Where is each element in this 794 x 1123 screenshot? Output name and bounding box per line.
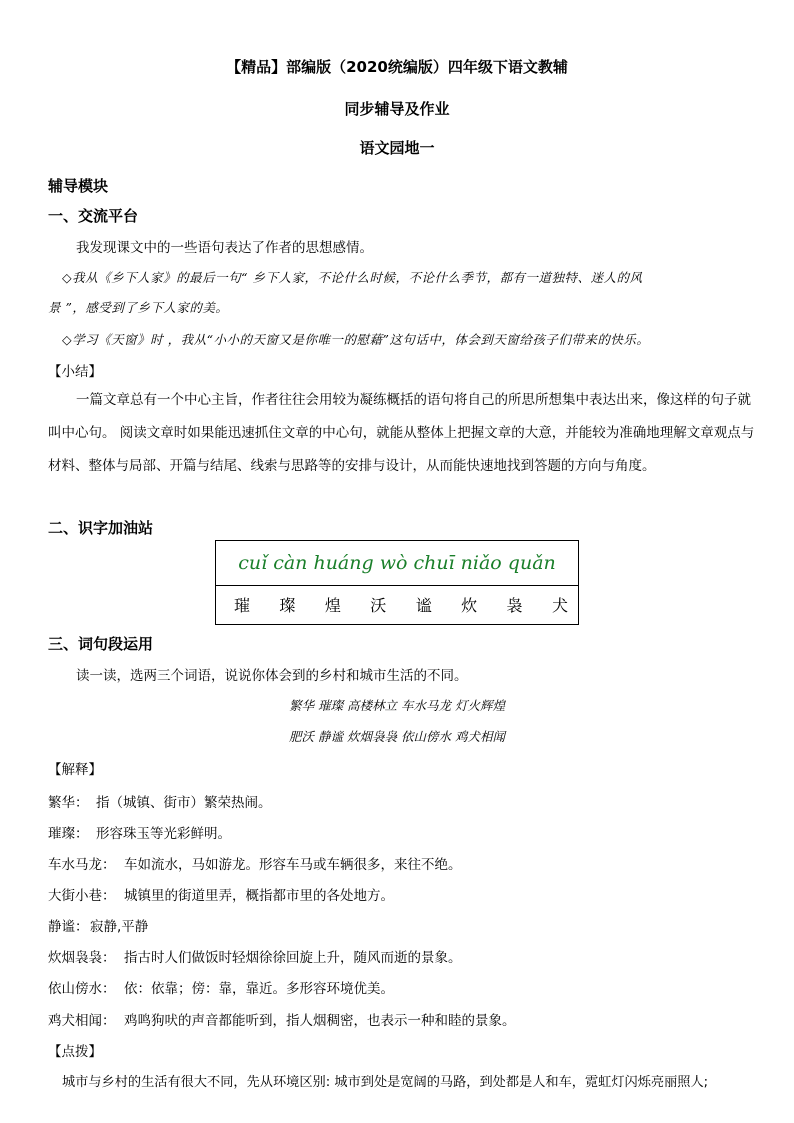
- definition-text: 指古时人们做饭时轻烟徐徐回旋上升，随风而逝的景象。: [124, 950, 462, 966]
- definition-text: 指（城镇、街市）繁荣热闹。: [96, 795, 272, 811]
- definition-term: 繁华：: [48, 795, 89, 811]
- definition-item: [48, 977, 394, 997]
- summary-paragraph: 一篇文章总有一个中心主旨，作者往往会用较为凝练概括的语句将自己的所思所想集中表达出来，像这样的句子就叫中心句。 阅读文章时如果能迅速抓住文章的中心句，就能从整体上把握文章的大意，并能较为准确地理解文章观点与材料、整体与局部、开篇与结尾、线索与思路等的安排与设计，从而能快速地找到答题的方向与角度。: [48, 392, 755, 474]
- tip-text: 城市与乡村的生活有很大不同，先从环境区别: 城市到处是宽阔的马路，到处都是人和车，霓虹灯闪烁亮丽照人;: [62, 1075, 709, 1090]
- definition-term: 璀璨：: [48, 826, 89, 842]
- unit-title: 语文园地一: [359, 139, 435, 157]
- section3-heading: 三、词句段运用: [48, 635, 154, 653]
- word-list-line1: 繁华 璀璨 高楼林立 车水马龙 灯火辉煌: [289, 698, 505, 713]
- definition-item: [48, 915, 148, 935]
- definition-text: 寂静,平静: [90, 919, 149, 935]
- char-wo: 沃: [370, 596, 387, 616]
- definition-term: 鸡犬相闻：: [48, 1013, 116, 1029]
- section1-bullet2: ◇学习《天窗》时 ，我从“小小的天窗又是你唯一的慰藉”这句话中，体会到天窗给孩子们带来的快乐。: [62, 332, 650, 347]
- definition-term: 依山傍水：: [48, 981, 116, 997]
- char-quan: 犬: [551, 596, 568, 616]
- definition-item: [48, 946, 462, 966]
- definition-item: [48, 853, 462, 873]
- section1-bullet1-line1: ◇我从《乡下人家》的最后一句“ 乡下人家，不论什么时候，不论什么季节，都有一道独特、迷人的风: [62, 270, 643, 285]
- definition-term: 车水马龙：: [48, 857, 116, 873]
- tip-label: 【点拨】: [48, 1044, 102, 1060]
- definition-item: [48, 884, 394, 904]
- pinyin-table: [215, 540, 579, 625]
- pinyin-row: cuǐ càn huáng wò chuī niǎo quǎn: [216, 541, 579, 586]
- definition-term: 静谧：: [48, 919, 89, 935]
- definition-text: 依：依靠；傍：靠，靠近。多形容环境优美。: [124, 981, 394, 997]
- char-chui: 炊: [461, 596, 478, 616]
- definition-text: 形容珠玉等光彩鲜明。: [96, 826, 231, 842]
- module-heading: 辅导模块: [48, 177, 109, 195]
- definition-item: [48, 822, 231, 842]
- definition-item: [48, 791, 272, 811]
- character-row: [216, 593, 578, 616]
- summary-label: 【小结】: [48, 364, 102, 380]
- word-list-line2: 肥沃 静谧 炊烟袅袅 依山傍水 鸡犬相闻: [289, 729, 505, 744]
- explain-label: 【解释】: [48, 762, 102, 778]
- char-niao: 袅: [506, 596, 523, 616]
- document-title: 【精品】部编版（2020统编版）四年级下语文教辅: [226, 58, 568, 76]
- char-huang: 煌: [324, 596, 341, 616]
- definition-text: 鸡鸣狗吠的声音都能听到，指人烟稠密，也表示一种和睦的景象。: [124, 1013, 516, 1029]
- char-can: 璨: [279, 596, 296, 616]
- char-cui: 璀: [234, 596, 251, 616]
- section3-intro: 读一读，选两三个词语，说说你体会到的乡村和城市生活的不同。: [76, 668, 468, 684]
- document-subtitle: 同步辅导及作业: [344, 100, 450, 118]
- definition-term: 大街小巷：: [48, 888, 116, 904]
- definition-term: 炊烟袅袅：: [48, 950, 116, 966]
- definition-text: 城镇里的街道里弄，概指都市里的各处地方。: [124, 888, 394, 904]
- definition-text: 车如流水，马如游龙。形容车马或车辆很多，来往不绝。: [124, 857, 462, 873]
- section2-heading: 二、识字加油站: [48, 519, 154, 537]
- definition-item: [48, 1009, 516, 1029]
- section1-bullet1-line2: 景 ”，感受到了乡下人家的美。: [48, 300, 229, 315]
- section1-heading: 一、交流平台: [48, 207, 139, 225]
- section1-intro: 我发现课文中的一些语句表达了作者的思想感情。: [76, 240, 373, 256]
- char-mi: 谧: [415, 596, 432, 616]
